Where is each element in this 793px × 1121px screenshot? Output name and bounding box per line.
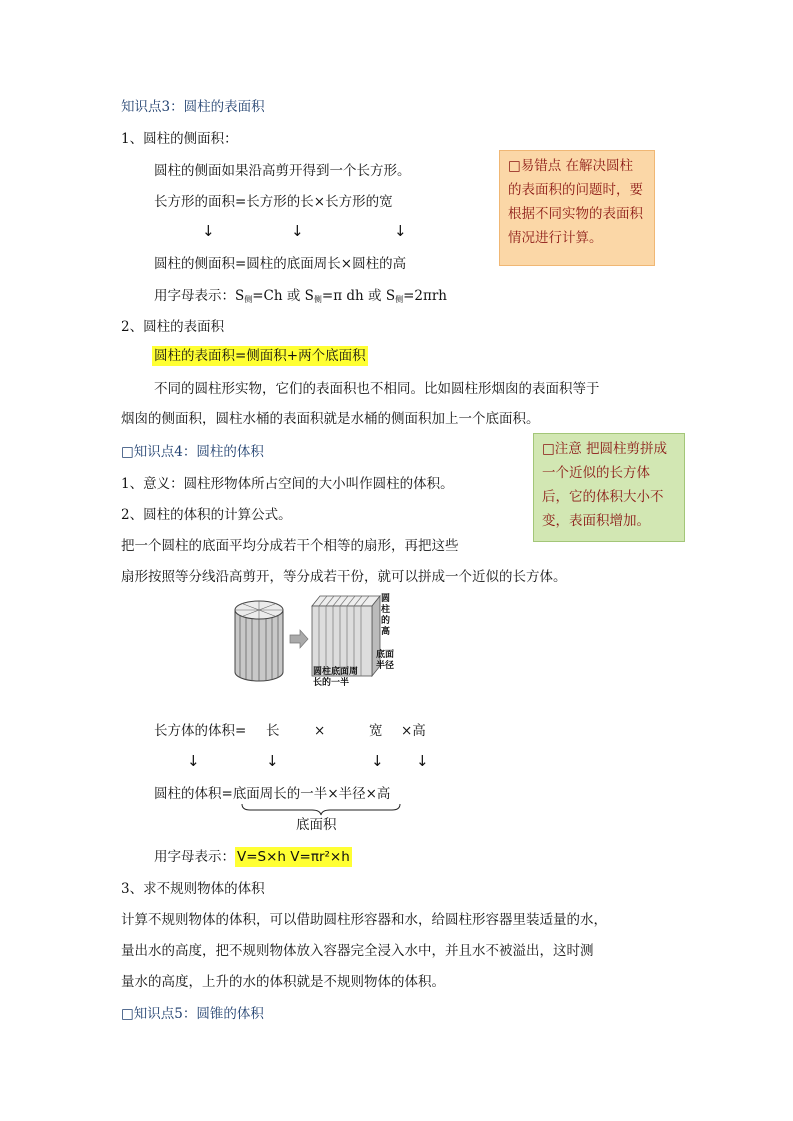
text: =Ch 或 S (252, 288, 314, 304)
cuboid-volume-label: 长方体的体积= (154, 723, 247, 739)
note-box-mistake: □易错点 在解决圆柱的表面积的问题时，要根据不同实物的表面积情况进行计算。 (499, 150, 655, 266)
cylinder-image (235, 601, 283, 681)
text: ×半径 (327, 786, 366, 802)
subsection-lateral-area: 1、圆柱的侧面积： (121, 131, 238, 147)
subscript: 侧 (395, 295, 404, 304)
cuboid-length: 长 (266, 723, 280, 739)
cuboid-image (312, 596, 380, 676)
paragraph-line: 量出水的高度，把不规则物体放入容器完全浸入水中，并且水不被溢出，这时测 (121, 943, 594, 959)
paragraph-line: 计算不规则物体的体积，可以借助圆柱形容器和水，给圆柱形容器里装适量的水， (121, 912, 607, 928)
text: 底面周长的一半 (232, 786, 328, 802)
times-sign: × (314, 723, 326, 739)
text-line: 1、意义：圆柱形物体所占空间的大小叫作圆柱的体积。 (121, 476, 454, 492)
base-area-label: 底面积 (296, 817, 337, 833)
text: =π dh 或 S (321, 288, 396, 304)
down-arrow-icon: ↓ (202, 222, 215, 240)
label-cylinder-height: 圆柱的高 (381, 594, 391, 637)
section-title-k5: □知识点5：圆锥的体积 (121, 1006, 264, 1022)
down-arrow-icon: ↓ (266, 752, 279, 770)
subsection-surface-area: 2、圆柱的表面积 (121, 319, 225, 335)
label-half-circumference-2: 长的一半 (313, 678, 350, 688)
subscript: 侧 (244, 295, 253, 304)
paragraph-line: 扇形按照等分线沿高剪开，等分成若干份，就可以拼成一个近似的长方体。 (121, 569, 567, 585)
text: 圆柱的体积= (154, 786, 233, 802)
text: =2πrh (403, 288, 447, 304)
label-base-radius: 底面半径 (376, 650, 395, 671)
arrow-right-icon (290, 630, 308, 648)
cuboid-width: 宽 (369, 723, 383, 739)
subsection-irregular-volume: 3、求不规则物体的体积 (121, 881, 265, 897)
down-arrow-icon: ↓ (187, 752, 200, 770)
cylinder-volume-formula (154, 785, 390, 803)
text-line: 圆柱的侧面积=圆柱的底面周长×圆柱的高 (154, 256, 407, 272)
down-arrow-icon: ↓ (371, 752, 384, 770)
formula-letters-lateral (154, 287, 447, 309)
text: 用字母表示： (154, 849, 235, 865)
text: ×高 (365, 786, 391, 802)
subscript: 侧 (313, 295, 322, 304)
cuboid-height: ×高 (401, 723, 426, 739)
note-box-attention: □注意 把圆柱剪拼成一个近似的长方体后，它的体积大小不变，表面积增加。 (533, 433, 685, 542)
section-title-k4: □知识点4：圆柱的体积 (121, 444, 264, 460)
section-title-k3: 知识点3：圆柱的表面积 (121, 99, 265, 115)
paragraph-line: 烟囱的侧面积，圆柱水桶的表面积就是水桶的侧面积加上一个底面积。 (121, 411, 540, 427)
text-line: 圆柱的侧面如果沿高剪开得到一个长方形。 (154, 163, 411, 179)
down-arrow-icon: ↓ (291, 222, 304, 240)
down-arrow-icon: ↓ (394, 222, 407, 240)
label-half-circumference-1: 圆柱底面周 (313, 667, 359, 677)
paragraph-line: 量水的高度，上升的水的体积就是不规则物体的体积。 (121, 974, 445, 990)
highlight-formula (152, 347, 368, 365)
brace-underline (240, 802, 402, 816)
paragraph-line: 不同的圆柱形实物，它们的表面积也不相同。比如圆柱形烟囱的表面积等于 (154, 381, 600, 397)
text: 用字母表示：S (154, 288, 245, 304)
paragraph-line: 把一个圆柱的底面平均分成若干个相等的扇形，再把这些 (121, 538, 459, 554)
text-line: 长方形的面积=长方形的长×长方形的宽 (154, 194, 393, 210)
formula-letters-volume (154, 848, 352, 866)
down-arrow-icon: ↓ (416, 752, 429, 770)
text-line: 2、圆柱的体积的计算公式。 (121, 507, 292, 523)
formula-text: 圆柱的表面积=侧面积+两个底面积 (154, 348, 366, 364)
formula-text: V=S×h V=πr²×h (237, 849, 350, 865)
